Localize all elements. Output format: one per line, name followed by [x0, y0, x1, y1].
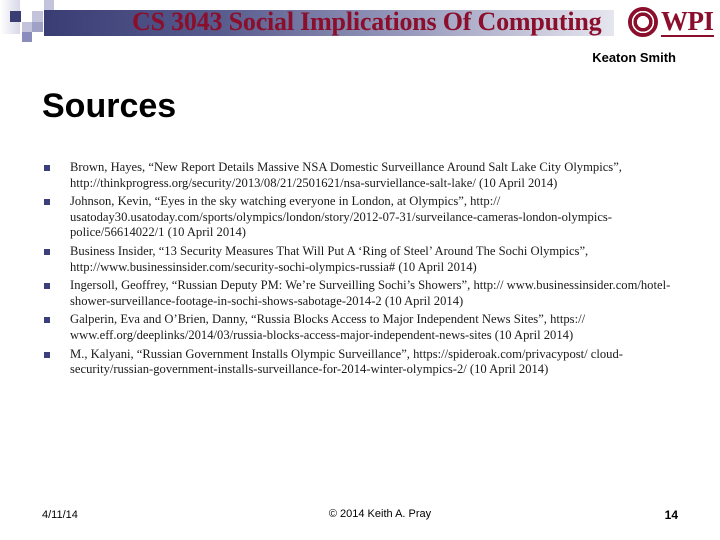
source-item [42, 312, 692, 343]
source-text: Business Insider, “13 Security Measures That Will Put A ‘Ring of Steel’ Around The Sochi Olympics”, http://www.businessinsider.com/security-sochi-olympics-russia# (10 April 2014) [70, 243, 589, 274]
source-text: Ingersoll, Geoffrey, “Russian Deputy PM: We’re Surveilling Sochi’s Showers”, http:// www.businessinsider.com/hotel-shower-surveillance-footage-in-sochi-shows-sabotage-2014-2 (10 April 2014) [70, 278, 671, 308]
wpi-seal-icon [628, 7, 658, 37]
wpi-logo [628, 2, 718, 42]
source-text: Galperin, Eva and O’Brien, Danny, “Russia Blocks Access to Major Independent News Sites”, https:// www.eff.org/deeplinks/2014/03/russia-blocks-access-major-independent-news-sites (10 April 2014) [70, 312, 586, 342]
source-item [42, 244, 692, 275]
source-text: M., Kalyani, “Russian Government Installs Olympic Surveillance”, https://spideroak.com/privacypost/ cloud-security/russian-government-installs-surveillance-for-2014-winter-olympics-2/ (10 April 2014) [70, 346, 623, 377]
course-title: CS 3043 Social Implications Of Computing [132, 7, 602, 36]
wpi-logo-text: WPI [661, 6, 714, 36]
decor-square [32, 11, 43, 22]
square-bullet-icon [44, 249, 50, 255]
source-text: Brown, Hayes, “New Report Details Massive NSA Domestic Surveillance Around Salt Lake City Olympics”, http://thinkprogress.org/security/2013/08/21/2501621/nsa-surviellance-salt-lake/ (10 April 2014) [70, 160, 622, 190]
footer-copyright: © 2014 Keith A. Pray [328, 508, 432, 520]
page-number: 14 [664, 508, 678, 522]
source-item [42, 194, 692, 241]
sources-list [42, 160, 692, 381]
decor-square [22, 32, 32, 42]
square-bullet-icon [44, 165, 50, 171]
square-bullet-icon [44, 352, 50, 358]
square-bullet-icon [44, 199, 50, 205]
source-text: Johnson, Kevin, “Eyes in the sky watching everyone in London, at Olympics”, http:// usatoday30.usatoday.com/sports/olympics/london/story/2012-07-31/surveilance-cameras-london-olympics-police/56614022/1 (10 April 2014) [70, 194, 613, 240]
square-bullet-icon [44, 283, 50, 289]
decor-square [44, 0, 54, 10]
source-item [42, 278, 692, 309]
page-title: Sources [42, 87, 177, 125]
decor-square [32, 22, 43, 32]
footer-date: 4/11/14 [42, 509, 78, 521]
source-item [42, 347, 692, 378]
decor-square [22, 22, 32, 32]
source-item [42, 160, 692, 191]
decor-square [10, 11, 21, 22]
author-name: Keaton Smith [592, 50, 676, 65]
square-bullet-icon [44, 317, 50, 323]
